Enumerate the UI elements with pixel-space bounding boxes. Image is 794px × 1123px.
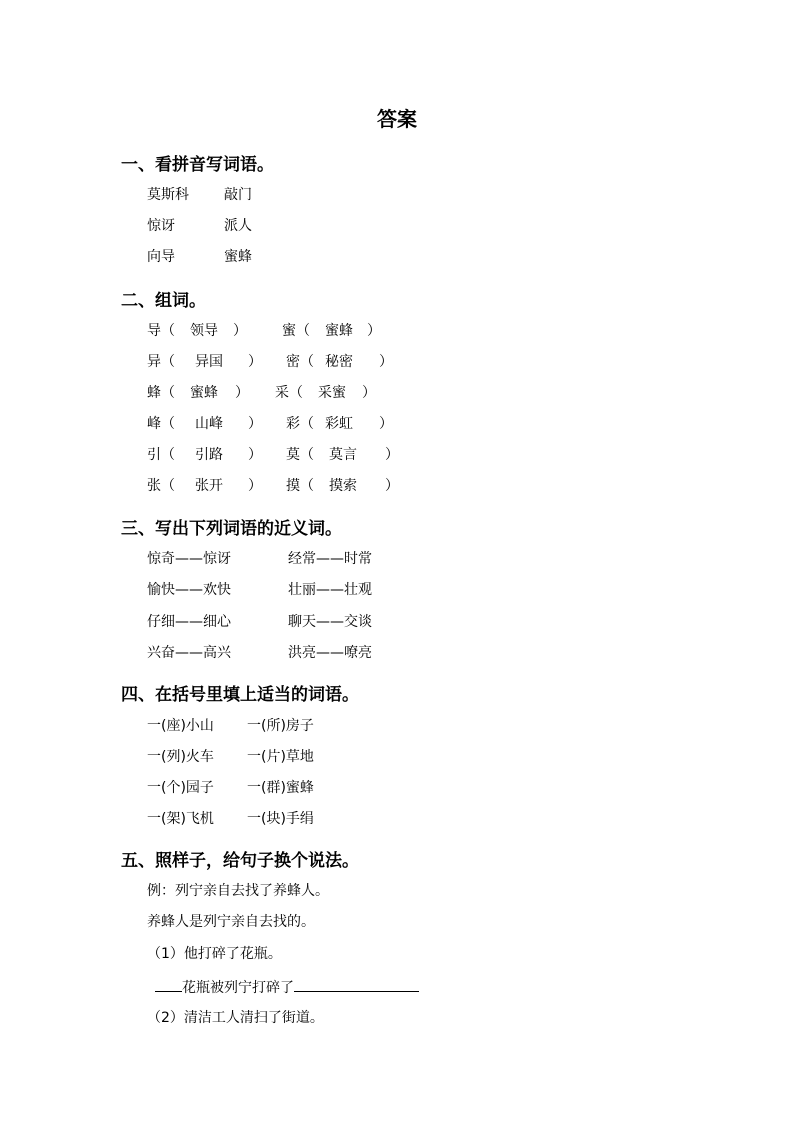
close-paren: ） xyxy=(385,478,399,494)
section1-heading: 一、看拼音写词语。 xyxy=(121,155,274,175)
answer-word: 异国 xyxy=(195,354,223,370)
close-paren: ） xyxy=(248,416,262,432)
measure-word: 一(列)火车 xyxy=(147,749,214,765)
answer-word: 张开 xyxy=(195,478,223,494)
measure-word: 一(座)小山 xyxy=(147,718,214,734)
char-label: 莫（ xyxy=(286,447,314,463)
measure-word: 一(片)草地 xyxy=(247,749,314,765)
section2-heading: 二、组词。 xyxy=(121,291,206,311)
char-label: 引（ xyxy=(147,447,175,463)
char-label: 蜜（ xyxy=(282,323,310,339)
char-label: 彩（ xyxy=(286,416,314,432)
answer-1-text: 花瓶被列宁打碎了 xyxy=(182,980,294,996)
question-1: （1）他打碎了花瓶。 xyxy=(147,946,282,962)
section3-heading: 三、写出下列词语的近义词。 xyxy=(121,519,342,539)
answer-1-line xyxy=(155,977,419,997)
page-title: 答案 xyxy=(377,107,417,131)
measure-word: 一(所)房子 xyxy=(247,718,314,734)
char-label: 密（ xyxy=(286,354,314,370)
answer-word: 蜜蜂 xyxy=(224,249,252,265)
char-label: 摸（ xyxy=(286,478,314,494)
synonym-pair: 壮丽——壮观 xyxy=(288,582,372,598)
answer-word: 秘密 xyxy=(325,354,353,370)
close-paren: ） xyxy=(385,447,399,463)
close-paren: ） xyxy=(248,354,262,370)
answer-word: 引路 xyxy=(195,447,223,463)
char-label: 峰（ xyxy=(147,416,175,432)
char-label: 蜂（ xyxy=(147,385,175,401)
synonym-pair: 洪亮——嘹亮 xyxy=(288,645,372,661)
answer-word: 莫斯科 xyxy=(147,187,189,203)
answer-word: 惊讶 xyxy=(147,218,175,234)
close-paren: ） xyxy=(379,354,393,370)
answer-word: 派人 xyxy=(224,218,252,234)
answer-word: 莫言 xyxy=(329,447,357,463)
example-answer: 养蜂人是列宁亲自去找的。 xyxy=(147,914,315,930)
close-paren: ） xyxy=(379,416,393,432)
question-2: （2）清洁工人清扫了街道。 xyxy=(147,1010,324,1026)
char-label: 异（ xyxy=(147,354,175,370)
blank-line xyxy=(294,977,419,992)
measure-word: 一(群)蜜蜂 xyxy=(247,780,314,796)
section4-heading: 四、在括号里填上适当的词语。 xyxy=(121,685,359,705)
answer-word: 彩虹 xyxy=(325,416,353,432)
close-paren: ） xyxy=(235,385,249,401)
char-label: 张（ xyxy=(147,478,175,494)
answer-word: 蜜蜂 xyxy=(190,385,218,401)
measure-word: 一(架)飞机 xyxy=(147,811,214,827)
close-paren: ） xyxy=(233,323,247,339)
answer-word: 摸索 xyxy=(329,478,357,494)
close-paren: ） xyxy=(248,478,262,494)
measure-word: 一(个)园子 xyxy=(147,780,214,796)
synonym-pair: 惊奇——惊讶 xyxy=(147,551,231,567)
char-label: 导（ xyxy=(147,323,175,339)
close-paren: ） xyxy=(362,385,376,401)
measure-word: 一(块)手绢 xyxy=(247,811,314,827)
answer-word: 敲门 xyxy=(224,187,252,203)
synonym-pair: 兴奋——高兴 xyxy=(147,645,231,661)
synonym-pair: 聊天——交谈 xyxy=(288,614,372,630)
close-paren: ） xyxy=(248,447,262,463)
answer-word: 山峰 xyxy=(195,416,223,432)
answer-word: 向导 xyxy=(147,249,175,265)
synonym-pair: 仔细——细心 xyxy=(147,614,231,630)
answer-word: 采蜜 xyxy=(318,385,346,401)
blank-line xyxy=(155,977,182,992)
section5-heading: 五、照样子，给句子换个说法。 xyxy=(121,851,359,871)
close-paren: ） xyxy=(367,323,381,339)
synonym-pair: 经常——时常 xyxy=(288,551,372,567)
example-sentence: 例：列宁亲自去找了养蜂人。 xyxy=(147,883,329,899)
synonym-pair: 愉快——欢快 xyxy=(147,582,231,598)
answer-word: 领导 xyxy=(190,323,218,339)
answer-word: 蜜蜂 xyxy=(325,323,353,339)
char-label: 采（ xyxy=(275,385,303,401)
